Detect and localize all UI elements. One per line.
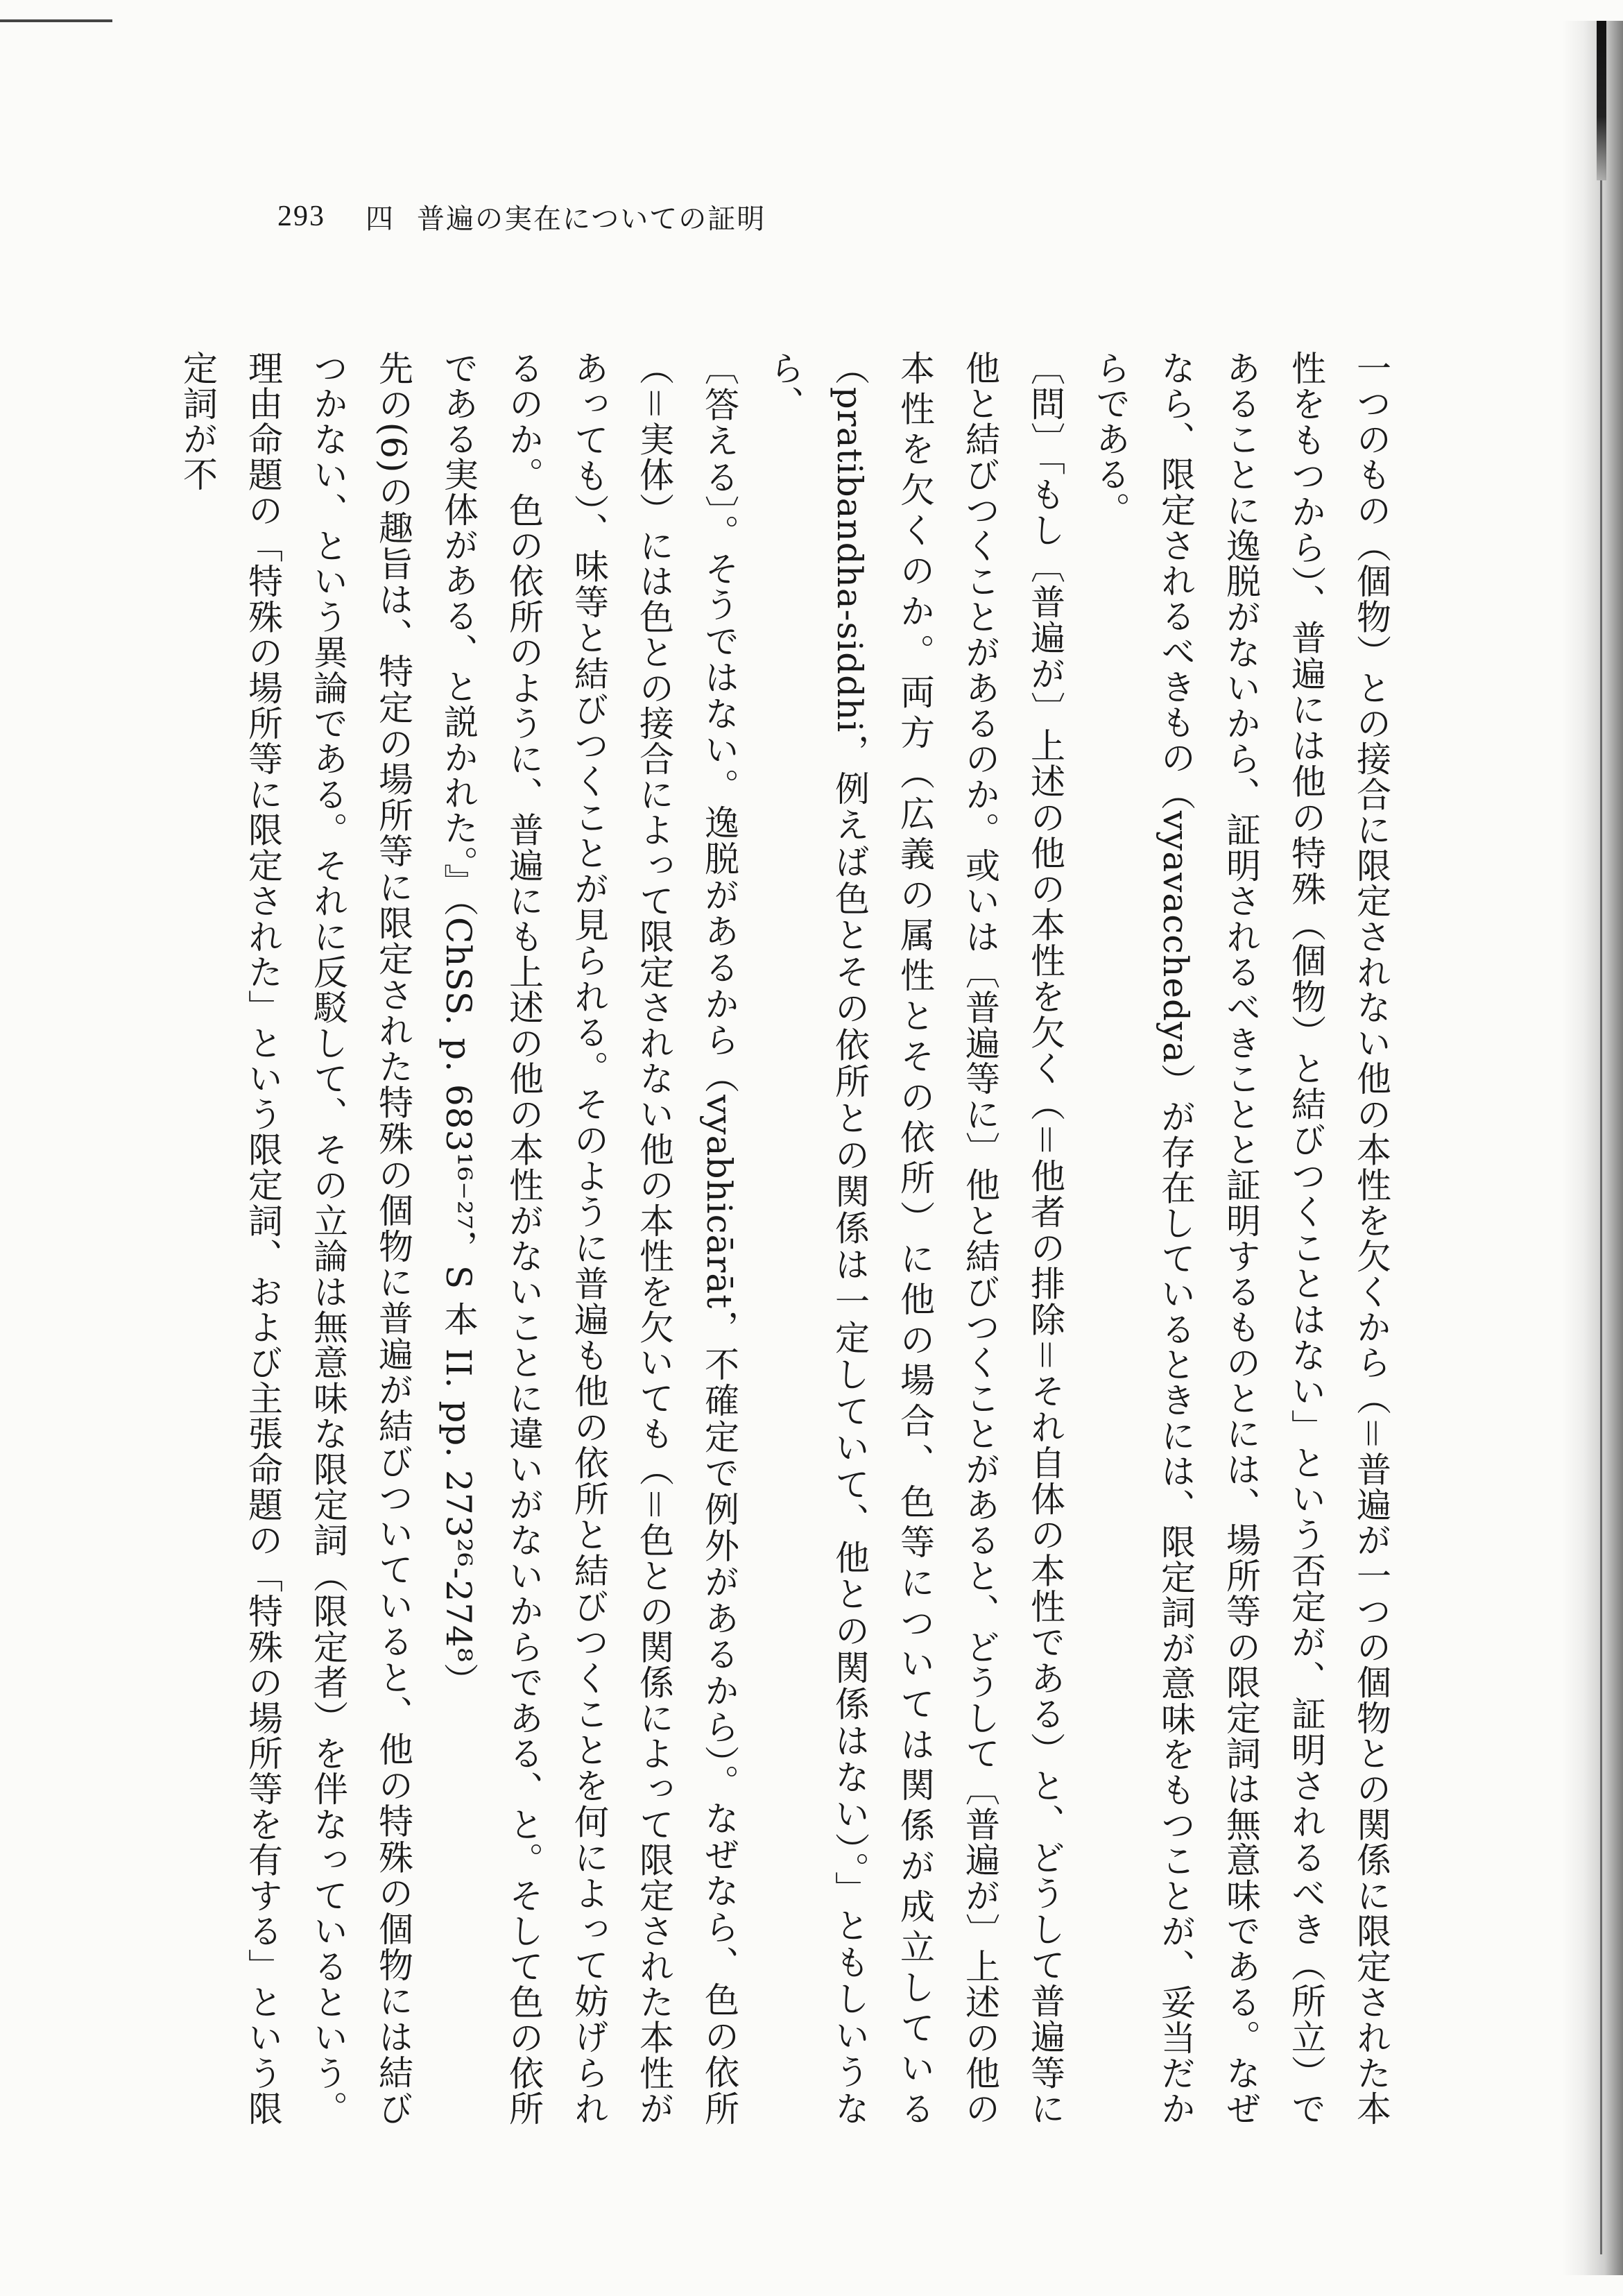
paragraph-continuation: 一つのもの（個物）との接合に限定されない他の本性を欠くから（＝普遍が一つの個物との関係に限定された本性をもつから）、普遍には他の特殊（個物）と結びつくことはない」という否定が、証明されるべき（所立）であることに逸脱がないから、証明されるべきことと証明するものとには、場所等の限定詞は無意味である。なぜなら、限定されるべきもの（vyavacchedya）が存在しているときには、限定詞が意味をもつことが、妥当だからである。 [1090,350,1391,2127]
vertical-text-body [165,350,1404,2126]
chapter-title: 普遍の実在についての証明 [417,203,766,235]
running-header [277,196,766,237]
chapter-number: 四 [366,203,395,235]
paragraph-question: 〔問〕「もし〔普遍が〕上述の他の本性を欠く（＝他者の排除＝それ自体の本性である）と、どうして普遍等に他と結びつくことがあるのか。或いは〔普遍等に〕他と結びつくことがあると、どうして〔普遍が〕上述の他の本性を欠くのか。両方（広義の属性とその依所）に他の場合、色等については関係が成立している（pratibandha-siddhi，例えば色とその依所との関係は一定していて、他との関係はない）。」ともしいうなら、 [764,350,1065,2127]
binding-shadow [1562,21,1623,2275]
binding-line [1600,180,1602,2254]
page-number: 293 [277,200,325,232]
top-rule [0,19,112,22]
paragraph-answer: 〔答える〕。そうではない。逸脱があるから（vyabhicārāt，不確定で例外があるから）。なぜなら、色の依所（＝実体）には色との接合によって限定されない他の本性を欠いても（＝色との関係によって限定された本性があっても）、味等と結びつくことが見られる。そのように普遍も他の依所と結びつくことを何によって妨げられるのか。色の依所のように、普遍にも上述の他の本性がないことに違いがないからである、と。そして色の依所である実体がある、と説かれた。』（ChSS. p. 683¹⁶⁻²⁷，S 本 II. pp. 273²⁶-274⁸） [438,350,739,2127]
binding-mark [1597,21,1606,180]
paragraph-commentary: 先の(6)の趣旨は、特定の場所等に限定された特殊の個物に普遍が結びついていると、他の特殊の個物には結びつかない、という異論である。それに反駁して、その立論は無意味な限定詞（限定者）を伴なっているという。理由命題の「特殊の場所等に限定された」という限定詞、および主張命題の「特殊の場所等を有する」という限定詞が不 [178,350,413,2127]
